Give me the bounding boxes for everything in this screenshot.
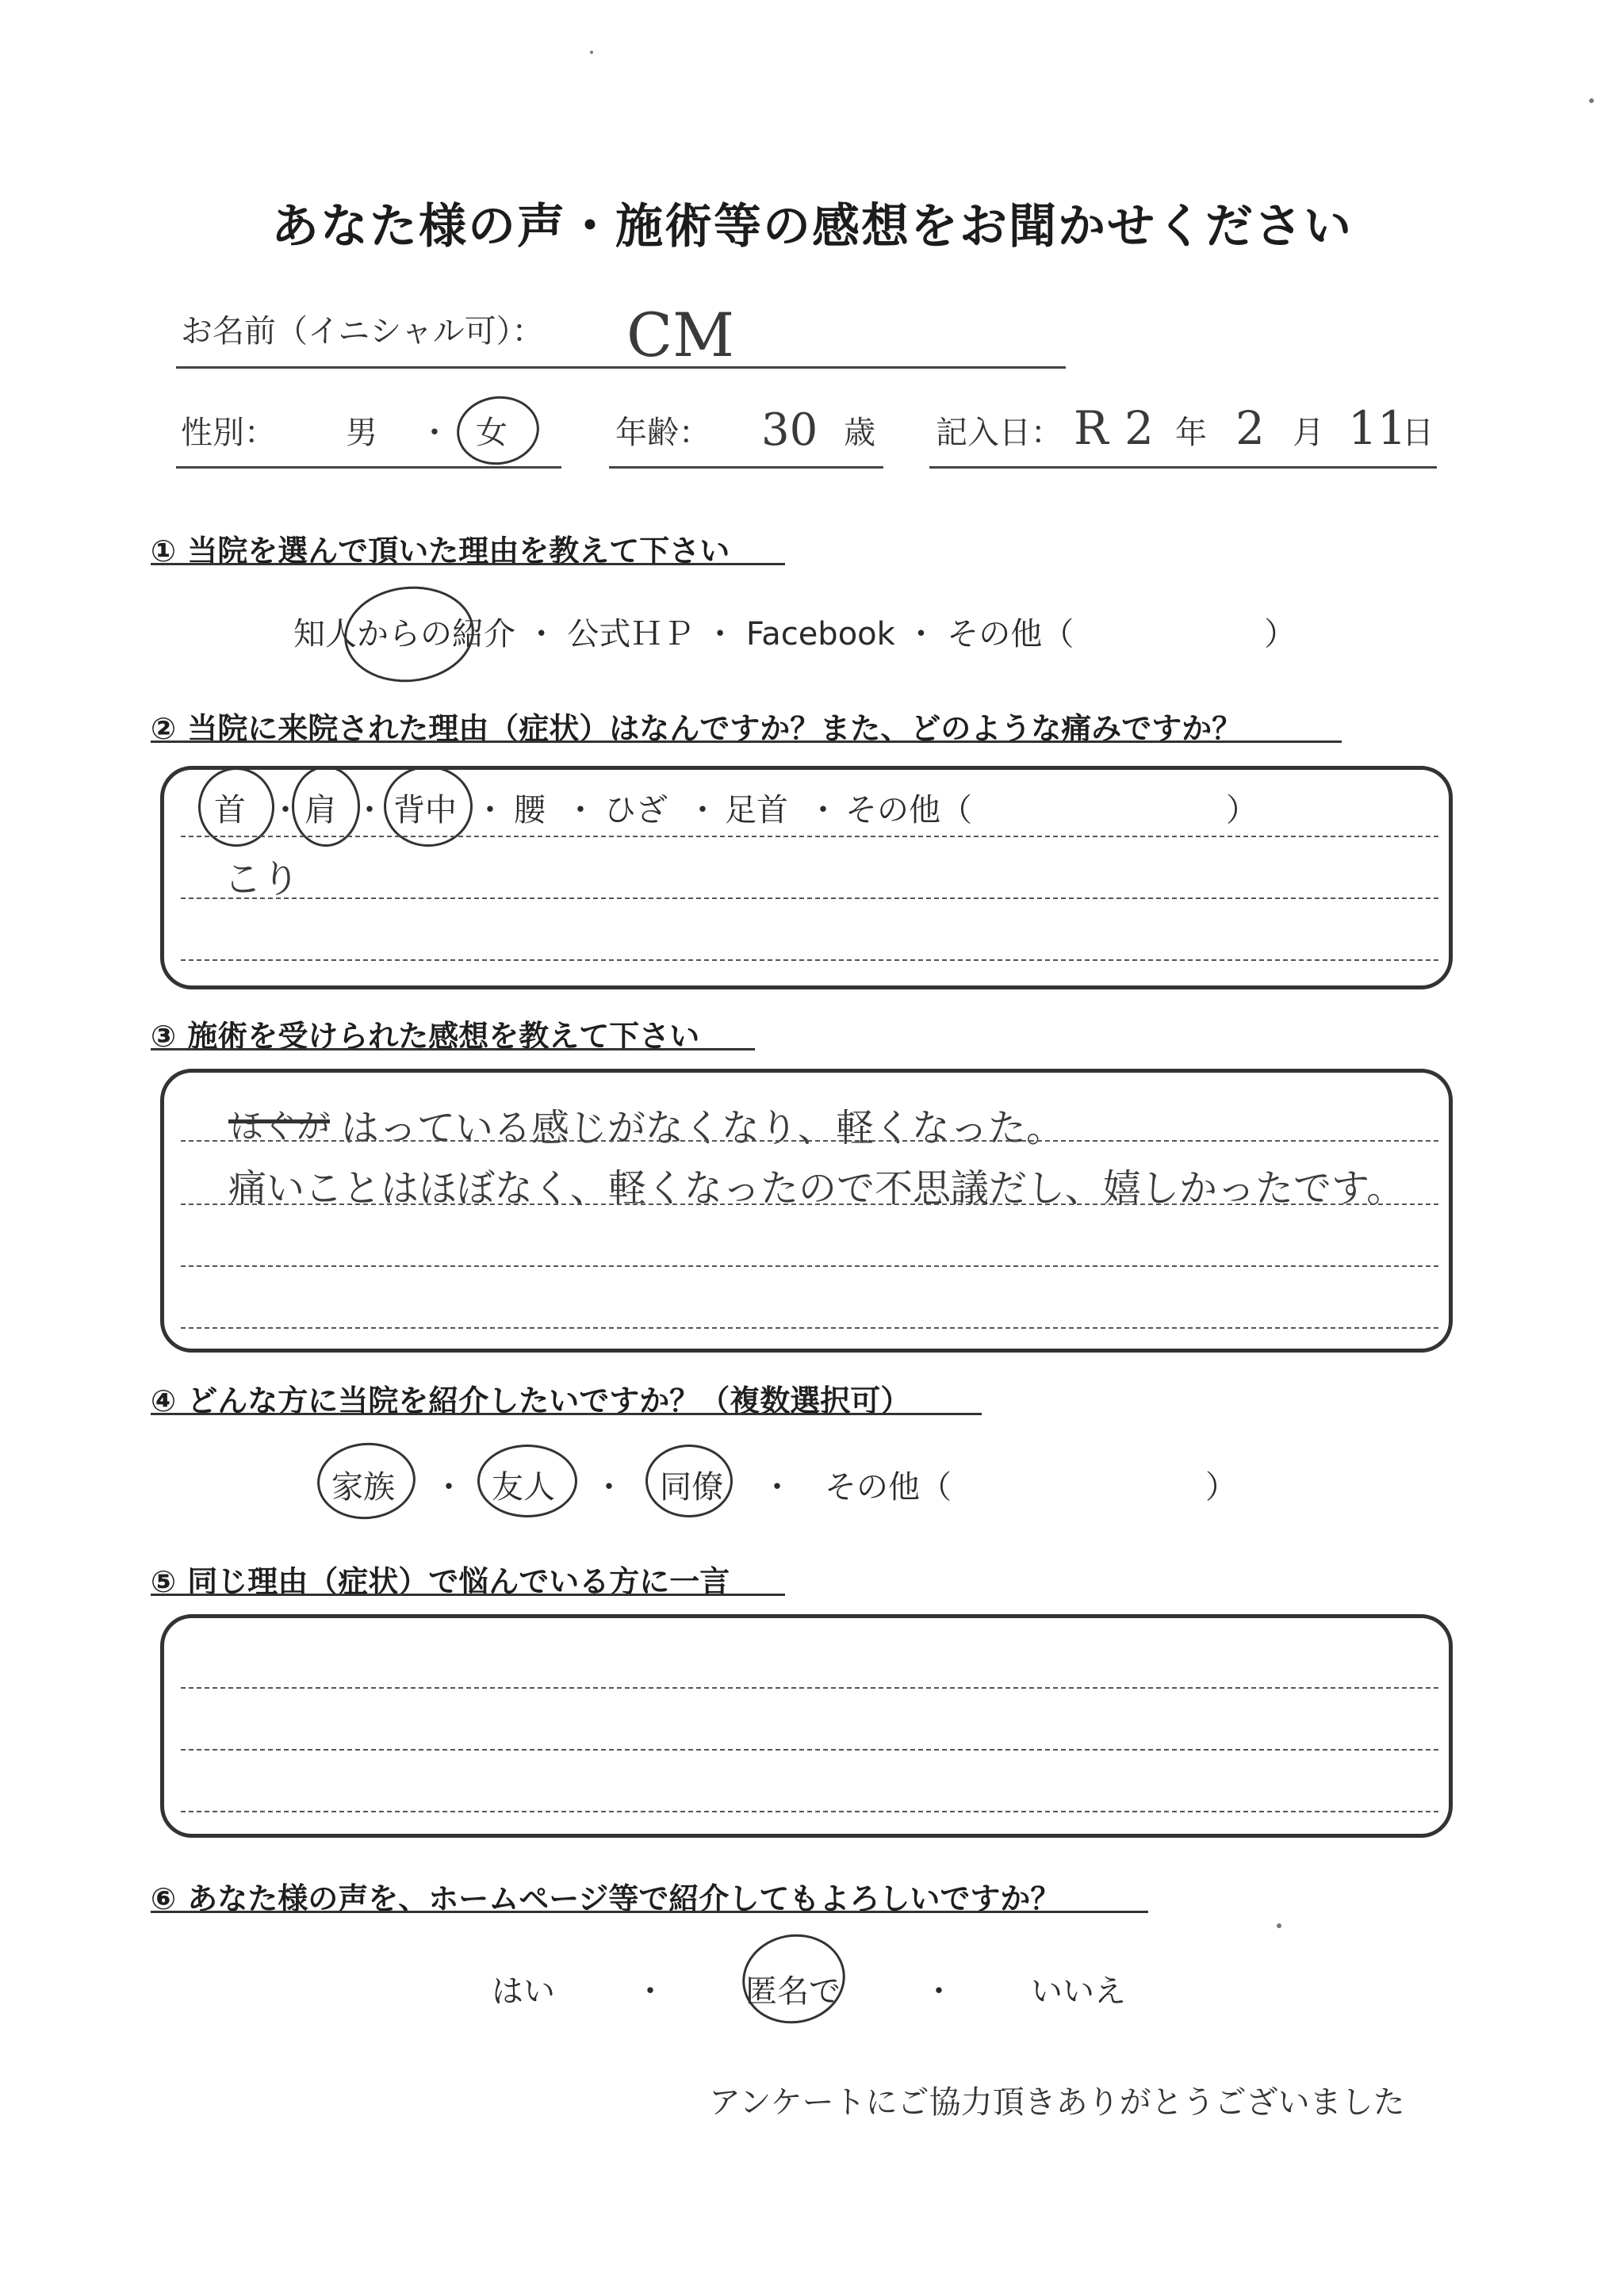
q3-dashed-line-2 [181,1203,1438,1205]
name-value[interactable]: CM [626,300,734,370]
q2-title: ② 当院に来院された理由（症状）はなんですか？また、どのような痛みですか？ [151,711,1243,746]
q2-sep-3: ・ [474,792,506,828]
q6-option-anonymous[interactable]: 匿名で [745,1973,841,2010]
q2-option-neck[interactable]: 首 [214,792,246,828]
q5-title: ⑤ 同じ理由（症状）で悩んでいる方に一言 [151,1564,730,1599]
scan-speck-2 [1277,1923,1281,1928]
q5-answer-box [160,1614,1453,1838]
date-month[interactable]: 2 [1235,401,1265,455]
q2-sep-2: ・ [354,792,385,828]
q6-option-yes[interactable]: はい [492,1973,555,2010]
q4-option-friend[interactable]: 友人 [492,1469,555,1506]
q6-sep-2: ・ [923,1973,955,2010]
q6-anonymous-circle [735,1927,852,2032]
q6-title: ⑥ あなた様の声を、ホームページ等で紹介してもよろしいですか？ [151,1881,1061,1916]
q6-title-underline [151,1911,1148,1913]
q2-option-ankle[interactable]: 足首 [725,792,788,828]
q2-option-shoulder[interactable]: 肩 [304,792,336,828]
q4-sep-3: ・ [761,1469,793,1506]
q4-title: ④ どんな方に当院を紹介したいですか？（複数選択可） [151,1383,911,1418]
q2-option-knee[interactable]: ひざ [604,792,668,828]
date-label: 記入日： [936,415,1063,451]
q4-sep-1: ・ [433,1469,465,1506]
scan-speck-1 [1589,98,1594,103]
q2-sep-6: ・ [807,792,839,828]
q1-selected-circle [339,580,479,688]
q2-answer-text[interactable]: こり [224,857,301,901]
q4-title-underline [151,1413,982,1415]
q5-dashed-line-2 [181,1749,1438,1751]
q2-dashed-line-2 [181,897,1438,899]
q4-friend-circle [477,1445,577,1517]
gender-label: 性別： [181,415,276,451]
q3-struck-text: ほぐが [230,1107,331,1146]
q1-options[interactable]: 知人からの紹介 ・ 公式ＨＰ ・ Facebook ・ その他（ ） [293,616,1297,652]
gender-male[interactable]: 男 [346,415,377,451]
q4-colleague-circle [645,1445,733,1517]
date-day-unit: 日 [1402,415,1434,451]
q2-sep-5: ・ [687,792,718,828]
date-day[interactable]: 11 [1348,401,1407,455]
date-month-unit: 月 [1293,415,1324,451]
age-value[interactable]: 30 [761,404,818,456]
q1-title: ① 当院を選んで頂いた理由を教えて下さい [151,534,730,568]
q3-title-underline [151,1048,755,1050]
age-label: 年齢： [615,415,710,451]
q2-dashed-line-1 [181,836,1438,837]
q2-option-back[interactable]: 背中 [393,792,457,828]
q2-title-underline [151,740,1342,743]
gender-female[interactable]: 女 [476,415,508,451]
q2-option-waist[interactable]: 腰 [514,792,546,828]
q3-dashed-line-4 [181,1327,1438,1329]
gender-selected-circle [453,391,544,470]
age-unit: 歳 [844,415,875,451]
q3-answer-line1[interactable]: はっている感じがなくなり、軽くなった。 [341,1106,1065,1150]
q4-option-other[interactable]: その他（ ） [825,1469,1237,1506]
thanks-message: アンケートにご協力頂きありがとうございました [709,2084,1405,2121]
q2-back-circle [384,766,473,847]
q4-option-family[interactable]: 家族 [331,1469,395,1506]
age-underline [609,466,883,469]
q5-title-underline [151,1594,785,1596]
q2-neck-circle [198,767,274,847]
q3-title: ③ 施術を受けられた感想を教えて下さい [151,1019,700,1054]
name-underline [176,366,1066,369]
q3-dashed-line-3 [181,1265,1438,1267]
q5-dashed-line-1 [181,1687,1438,1689]
q4-sep-2: ・ [593,1469,625,1506]
q2-sep-4: ・ [565,792,596,828]
date-era[interactable]: R [1074,401,1109,455]
q2-option-other[interactable]: その他（ ） [845,792,1258,828]
q2-sep-1: ・ [270,792,301,828]
q1-title-underline [151,563,785,565]
q2-shoulder-circle [292,766,360,847]
q6-option-no[interactable]: いいえ [1031,1973,1126,2010]
q6-sep-1: ・ [634,1973,666,2010]
q3-dashed-line-1 [181,1140,1438,1142]
name-label: お名前（イニシャル可）： [181,313,544,350]
date-year[interactable]: 2 [1124,401,1154,455]
page-title: あなた様の声・施術等の感想をお聞かせください [271,199,1353,254]
gender-underline [176,466,561,469]
gender-separator: ・ [419,415,450,451]
date-year-unit: 年 [1175,415,1207,451]
q4-family-circle [314,1439,419,1523]
q3-answer-line2[interactable]: 痛いことはほぼなく、軽くなったので不思議だし、嬉しかったです。 [228,1166,1405,1211]
q2-dashed-line-3 [181,959,1438,961]
date-underline [929,466,1437,469]
q4-option-colleague[interactable]: 同僚 [660,1469,723,1506]
q5-dashed-line-3 [181,1811,1438,1812]
scan-speck-3 [590,51,593,54]
q3-strike-line [228,1119,330,1123]
